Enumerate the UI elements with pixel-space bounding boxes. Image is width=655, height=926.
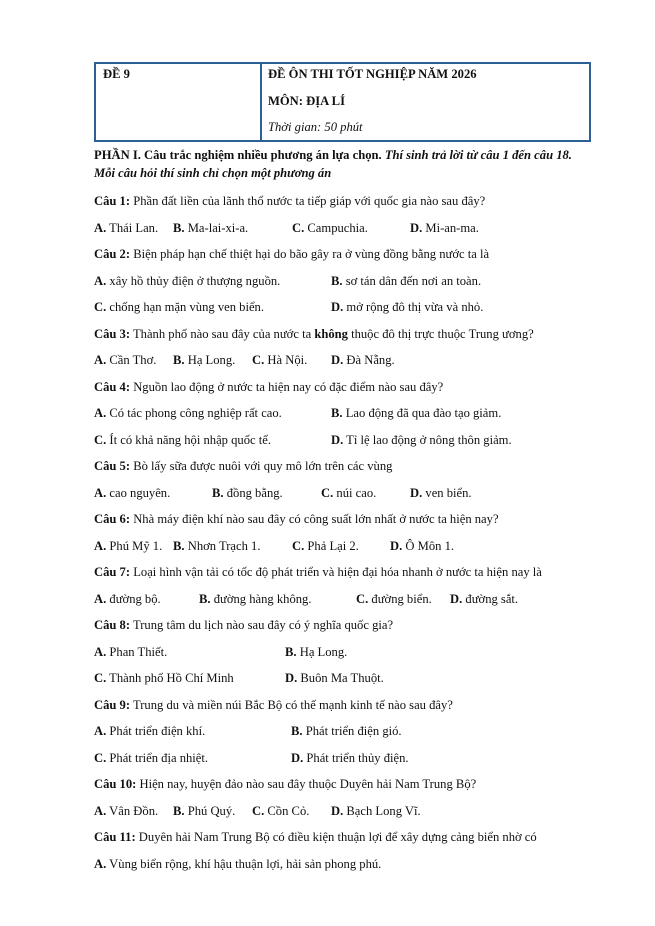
option-c: C. Cồn Cỏ. <box>252 803 310 818</box>
options-row <box>94 851 589 878</box>
option-b: B. Ma-lai-xi-a. <box>173 220 249 235</box>
question <box>94 692 589 719</box>
option-d: D. Mi-an-ma. <box>410 220 479 235</box>
question-text: Nhà máy điện khí nào sau đây có công suất lớn nhất ở nước ta hiện nay? <box>133 512 499 526</box>
option-a: A. Vân Đồn. <box>94 803 159 818</box>
question-text: Phần đất liền của lãnh thổ nước ta tiếp giáp với quốc gia nào sau đây? <box>133 194 486 208</box>
options-row <box>94 798 589 825</box>
question <box>94 559 589 586</box>
option-c: C. Phát triển địa nhiệt. <box>94 750 209 765</box>
options-row <box>94 533 589 560</box>
option-b: B. Phú Quý. <box>173 803 236 818</box>
options-row <box>94 268 589 295</box>
options-row <box>94 586 589 613</box>
options-row <box>94 347 589 374</box>
question-text: Nguồn lao động ở nước ta hiện nay có đặc điểm nào sau đây? <box>133 379 444 394</box>
option-d: D. mở rộng đô thị vừa và nhỏ. <box>331 300 484 314</box>
option-c: C. núi cao. <box>321 485 377 500</box>
question <box>94 453 589 480</box>
option-b: B. Phát triển điện gió. <box>291 724 402 738</box>
question-label: Câu 3: <box>94 326 131 341</box>
option-b: B. Hạ Long. <box>285 644 348 659</box>
question <box>94 321 589 348</box>
exam-body <box>94 146 589 877</box>
part-instruction: Thí sinh trả lời từ câu 1 đến câu 18. Mỗi câu hỏi thí sinh chỉ chọn một phương án <box>94 148 572 180</box>
option-c: C. Campuchia. <box>292 220 368 235</box>
option-a: A. Vùng biển rộng, khí hậu thuận lợi, hải sản phong phú. <box>94 856 382 871</box>
exam-title: ĐỀ ÔN THI TỐT NGHIỆP NĂM 2026 <box>268 67 477 81</box>
option-a: A. Phát triển điện khí. <box>94 724 206 738</box>
option-a: A. xây hồ thủy điện ở thượng nguồn. <box>94 273 281 288</box>
option-d: D. Tỉ lệ lao động ở nông thôn giảm. <box>331 432 512 447</box>
question <box>94 771 589 798</box>
option-a: A. Phan Thiết. <box>94 644 168 659</box>
question-label: Câu 1: <box>94 194 131 208</box>
option-b: B. Hạ Long. <box>173 353 236 367</box>
options-row <box>94 639 589 666</box>
option-d: D. Đà Nẵng. <box>331 353 395 367</box>
question-emphasis: không <box>314 326 348 341</box>
question-text: Bò lấy sữa được nuôi với quy mô lớn trên các vùng <box>133 459 393 473</box>
options-row <box>94 480 589 507</box>
option-c: C. Hà Nội. <box>252 353 308 367</box>
option-d: D. Ô Môn 1. <box>390 538 455 553</box>
question-text: Hiện nay, huyện đảo nào sau đây thuộc Duyên hải Nam Trung Bộ? <box>139 777 477 791</box>
question-label: Câu 10: <box>94 777 137 791</box>
option-b: B. sơ tán dân đến nơi an toàn. <box>331 273 482 288</box>
question-label: Câu 4: <box>94 379 131 394</box>
part-heading <box>94 146 589 182</box>
exam-code-cell <box>96 64 262 140</box>
options-row <box>94 745 589 772</box>
question-text: Thành phố nào sau đây của nước ta <box>132 326 312 341</box>
option-c: C. đường biển. <box>356 591 432 606</box>
option-c: C. Ít có khả năng hội nhập quốc tế. <box>94 432 271 447</box>
option-a: A. cao nguyên. <box>94 485 171 500</box>
question-text: Trung du và miền núi Bắc Bộ có thế mạnh kinh tế nào sau đây? <box>132 697 453 712</box>
option-d: D. Buôn Ma Thuột. <box>285 671 384 685</box>
question-label: Câu 8: <box>94 618 131 632</box>
question-label: Câu 6: <box>94 512 131 526</box>
question <box>94 612 589 639</box>
exam-time: Thời gian: 50 phút <box>268 120 363 134</box>
exam-header <box>94 62 591 142</box>
part-title: PHẦN I. Câu trắc nghiệm nhiều phương án lựa chọn. <box>94 148 382 162</box>
exam-subject: MÔN: ĐỊA LÍ <box>268 94 345 108</box>
question-text: Duyên hải Nam Trung Bộ có điều kiện thuận lợi để xây dựng cảng biển nhờ có <box>138 830 537 844</box>
option-a: A. đường bộ. <box>94 591 161 606</box>
options-row <box>94 718 589 745</box>
option-b: B. đường hàng không. <box>199 591 312 606</box>
option-d: D. Bạch Long Vĩ. <box>331 803 421 818</box>
option-c: C. chống hạn mặn vùng ven biển. <box>94 300 264 314</box>
option-c: C. Phả Lại 2. <box>292 538 359 553</box>
question-text: Biện pháp hạn chế thiệt hại do bão gây ra ở vùng đồng bằng nước ta là <box>133 247 490 261</box>
options-row <box>94 665 589 692</box>
option-b: B. Lao động đã qua đào tạo giảm. <box>331 406 502 420</box>
option-b: B. Nhơn Trạch 1. <box>173 538 261 553</box>
options-row <box>94 215 589 242</box>
option-a: A. Thái Lan. <box>94 220 159 235</box>
question-label: Câu 5: <box>94 459 131 473</box>
question-label: Câu 2: <box>94 247 131 261</box>
question <box>94 188 589 215</box>
question <box>94 824 589 851</box>
question-label: Câu 7: <box>94 565 131 579</box>
options-row <box>94 294 589 321</box>
options-row <box>94 427 589 454</box>
question-label: Câu 11: <box>94 830 136 844</box>
question-text: Loại hình vận tải có tốc độ phát triển và hiện đại hóa nhanh ở nước ta hiện nay là <box>133 565 542 579</box>
options-row <box>94 400 589 427</box>
exam-code: ĐỀ 9 <box>103 67 130 81</box>
question-text-end: thuộc đô thị trực thuộc Trung ương? <box>351 326 534 341</box>
option-a: A. Cần Thơ. <box>94 353 157 367</box>
option-b: B. đồng bằng. <box>212 485 283 500</box>
question <box>94 506 589 533</box>
option-a: A. Phú Mỹ 1. <box>94 538 163 553</box>
question <box>94 374 589 401</box>
option-d: D. ven biển. <box>410 485 472 500</box>
option-d: D. Phát triển thủy điện. <box>291 750 409 765</box>
question-label: Câu 9: <box>94 697 131 712</box>
question <box>94 241 589 268</box>
option-d: D. đường sắt. <box>450 591 519 606</box>
question-text: Trung tâm du lịch nào sau đây có ý nghĩa quốc gia? <box>132 618 394 632</box>
option-c: C. Thành phố Hồ Chí Minh <box>94 671 234 685</box>
option-a: A. Có tác phong công nghiệp rất cao. <box>94 406 282 420</box>
